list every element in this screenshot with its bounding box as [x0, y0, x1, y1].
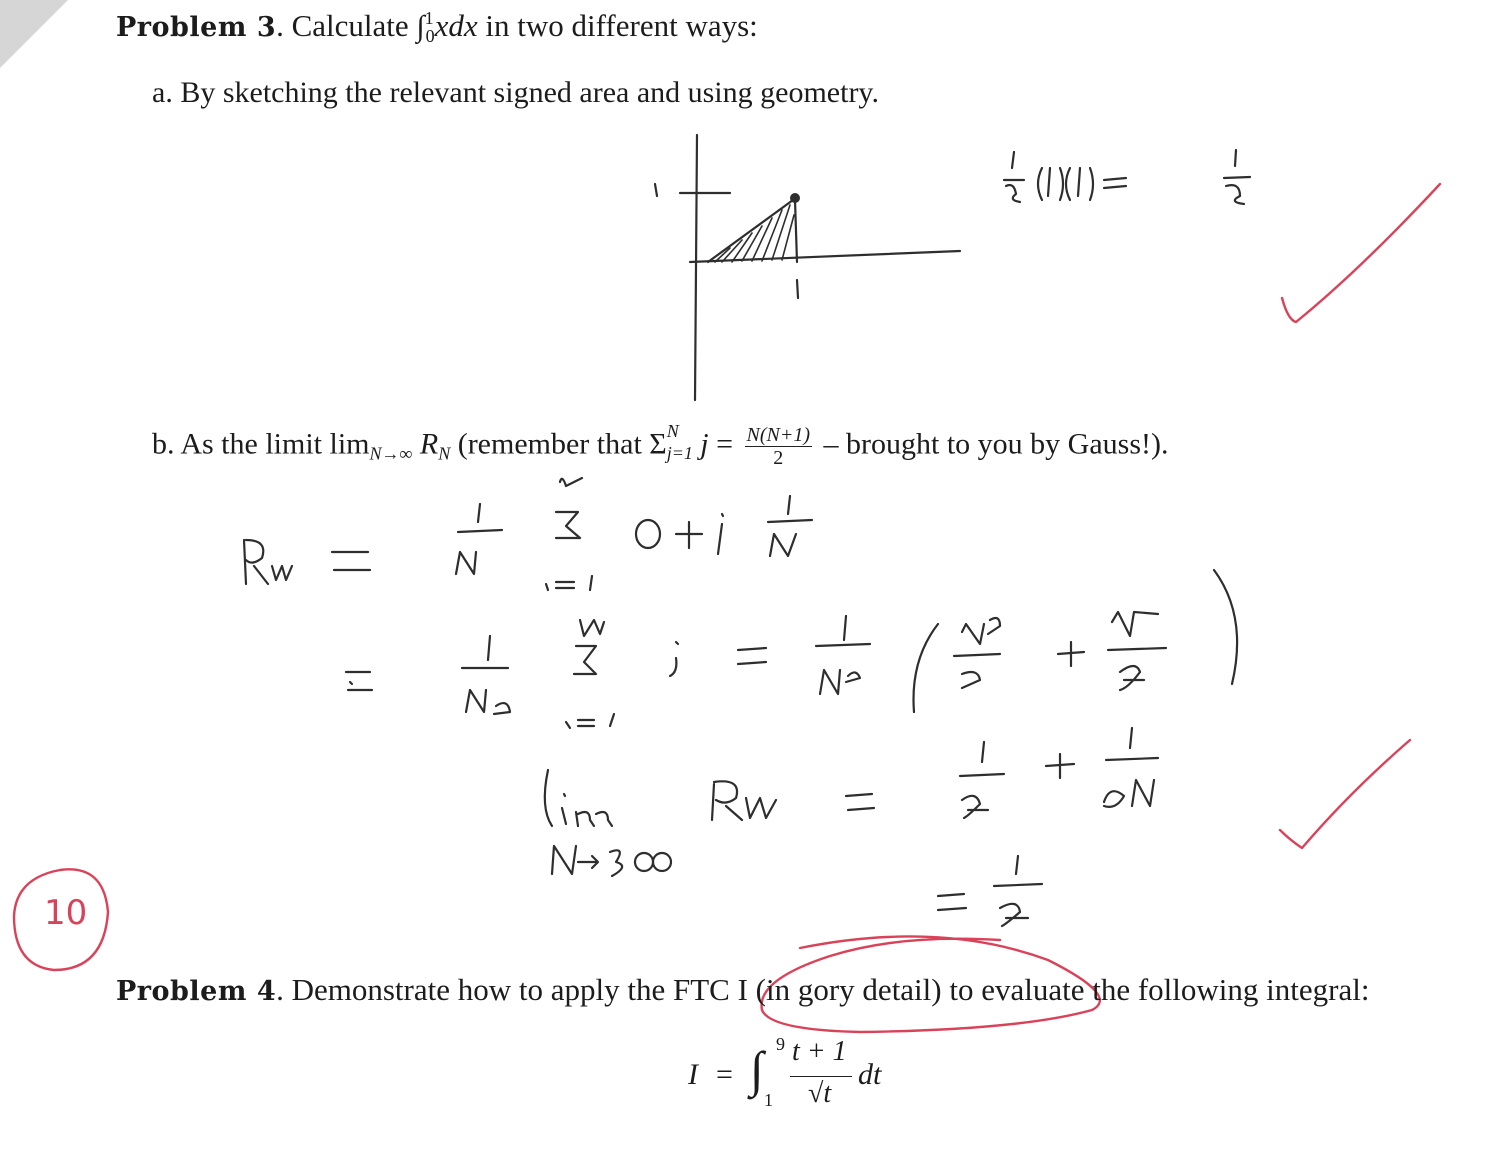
area-sketch — [655, 135, 960, 400]
problem-3-text-post: in two different ways: — [477, 8, 758, 43]
problem-3-integral: ∫$^1_0$ — [416, 8, 435, 46]
rn-line-3 — [545, 728, 1158, 876]
problem-4-text: Demonstrate how to apply the FTC I (in gory detail) to evaluate the following integral: — [291, 972, 1370, 1007]
checkmark-part-a — [1282, 184, 1440, 322]
problem-3-integrand: xdx — [434, 8, 478, 43]
problem-3-heading: Problem 3. Calculate ∫$^1_0$xdx in two different ways: — [116, 8, 758, 46]
problem-4-heading: Problem 4. Demonstrate how to apply the FTC I (in gory detail) to evaluate the following integral: — [116, 972, 1370, 1007]
area-calculation — [1004, 150, 1250, 204]
checkmark-part-b — [1280, 740, 1410, 848]
grade-score: 10 — [44, 893, 88, 933]
problem-3-part-b: b. As the limit $\lim_{N\to\infty} R_N$ (remember that Σ N j=1 j = $\frac{N(N+1)}{2}$ – brought to you by Gauss!). — [152, 420, 1169, 469]
problem-3-text-pre: Calculate — [291, 8, 417, 43]
problem-4-label: Problem 4 — [116, 976, 277, 1007]
problem-3-part-a: a. By sketching the relevant signed area and using geometry. — [152, 76, 879, 109]
rn-line-2 — [346, 570, 1237, 728]
rn-line-4 — [938, 856, 1042, 926]
rn-line-1 — [244, 478, 812, 590]
problem-3-label: Problem 3 — [116, 12, 277, 43]
